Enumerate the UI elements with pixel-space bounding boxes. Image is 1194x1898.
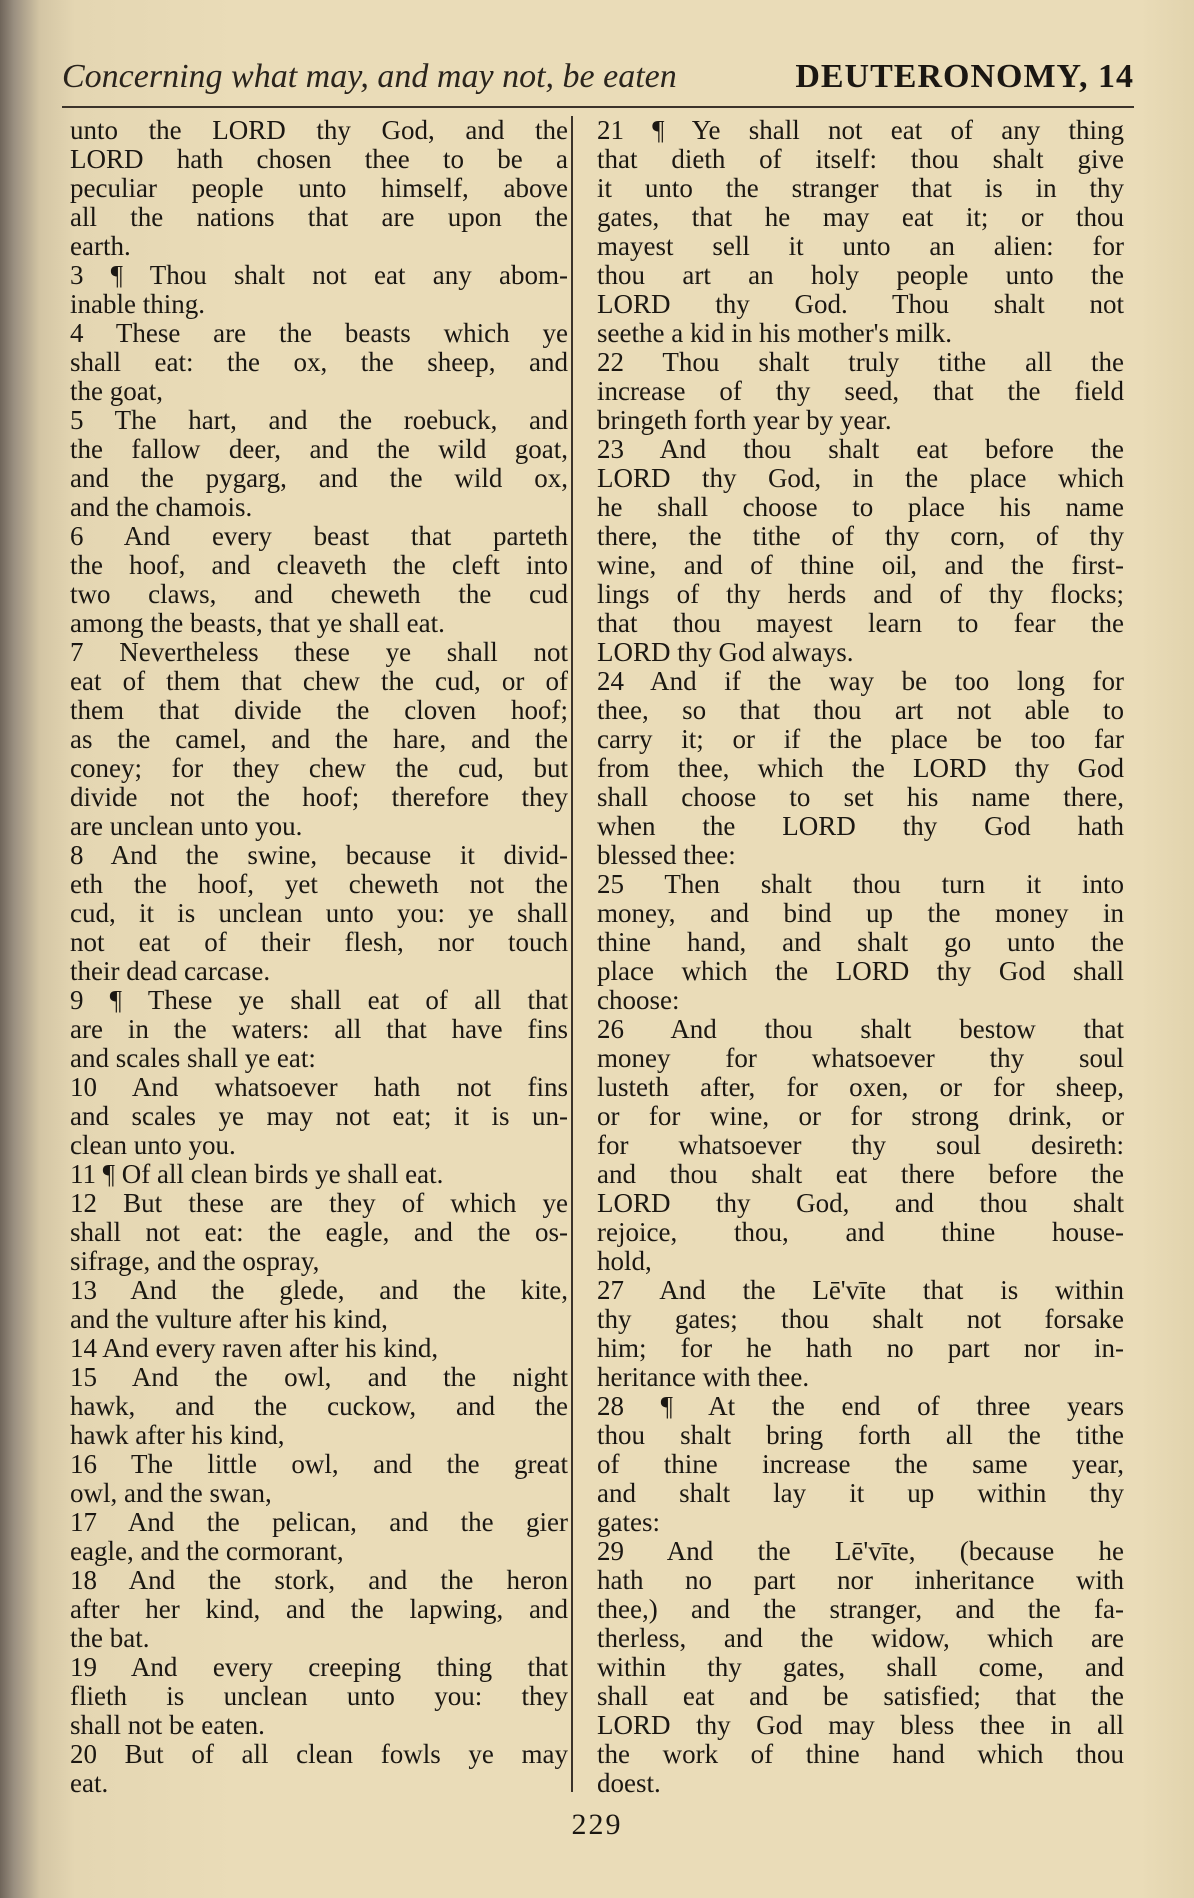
verse-line: within thy gates, shall come, and — [597, 1653, 1124, 1682]
verse-line: that dieth of itself: thou shalt give — [597, 145, 1124, 174]
running-head: Concerning what may, and may not, be eaten — [62, 58, 677, 95]
verse-line: shall choose to set his name there, — [597, 783, 1124, 812]
verse-paragraph — [62, 1450, 568, 1508]
verse-line: 21 ¶ Ye shall not eat of any thing — [597, 116, 1124, 145]
verse-line: therless, and the widow, which are — [597, 1624, 1124, 1653]
verse-line: doest. — [597, 1769, 661, 1798]
verse-paragraph — [62, 116, 568, 261]
verse-line: 15 And the owl, and the night — [70, 1363, 568, 1392]
verse-line: carry it; or if the place be too far — [597, 725, 1124, 754]
verse-paragraph — [62, 1073, 568, 1160]
verse-line: 6 And every beast that parteth — [70, 522, 568, 551]
verse-line: seethe a kid in his mother's milk. — [597, 319, 953, 348]
verse-line: thee, so that thou art not able to — [597, 696, 1124, 725]
verse-paragraph — [589, 1276, 1124, 1392]
verse-paragraph — [62, 319, 568, 406]
verse-line: and the pygarg, and the wild ox, — [70, 464, 568, 493]
left-column — [62, 116, 568, 1798]
verse-line: hawk, and the cuckow, and the — [70, 1392, 568, 1421]
verse-paragraph — [589, 870, 1124, 1015]
column-divider — [571, 116, 573, 1792]
verse-line: 9 ¶ These ye shall eat of all that — [70, 986, 568, 1015]
verse-line: 27 And the Lē'vīte that is within — [597, 1276, 1124, 1305]
verse-line: shall eat and be satisfied; that the — [597, 1682, 1124, 1711]
verse-line: all the nations that are upon the — [70, 203, 568, 232]
verse-line: 20 But of all clean fowls ye may — [70, 1740, 568, 1769]
verse-line: not eat of their flesh, nor touch — [70, 928, 568, 957]
verse-line: thee,) and the stranger, and the fa- — [597, 1595, 1124, 1624]
verse-line: lings of thy herds and of thy flocks; — [597, 580, 1124, 609]
verse-paragraph — [62, 841, 568, 986]
verse-line: he shall choose to place his name — [597, 493, 1124, 522]
verse-line: bringeth forth year by year. — [597, 406, 892, 435]
verse-line: 16 The little owl, and the great — [70, 1450, 568, 1479]
verse-line: gates, that he may eat it; or thou — [597, 203, 1124, 232]
verse-paragraph — [62, 1160, 568, 1189]
verse-line: that thou mayest learn to fear the — [597, 609, 1124, 638]
verse-line: unto the LORD thy God, and the — [70, 116, 568, 145]
verse-paragraph — [62, 1276, 568, 1334]
verse-paragraph — [62, 986, 568, 1073]
verse-line: the bat. — [70, 1624, 150, 1653]
verse-line: 28 ¶ At the end of three years — [597, 1392, 1124, 1421]
verse-line: thou art an holy people unto the — [597, 261, 1124, 290]
verse-line: shall eat: the ox, the sheep, and — [70, 348, 568, 377]
verse-line: peculiar people unto himself, above — [70, 174, 568, 203]
verse-line: the goat, — [70, 377, 163, 406]
verse-line: him; for he hath no part nor in- — [597, 1334, 1124, 1363]
verse-line: 11 ¶ Of all clean birds ye shall eat. — [70, 1160, 444, 1189]
verse-line: 3 ¶ Thou shalt not eat any abom- — [70, 261, 568, 290]
verse-line: increase of thy seed, that the field — [597, 377, 1124, 406]
verse-line: as the camel, and the hare, and the — [70, 725, 568, 754]
verse-paragraph — [589, 1015, 1124, 1276]
verse-line: flieth is unclean unto you: they — [70, 1682, 568, 1711]
verse-line: LORD thy God always. — [597, 638, 854, 667]
verse-line: two claws, and cheweth the cud — [70, 580, 568, 609]
verse-line: 10 And whatsoever hath not fins — [70, 1073, 568, 1102]
verse-line: eth the hoof, yet cheweth not the — [70, 870, 568, 899]
verse-paragraph — [62, 638, 568, 841]
verse-line: 13 And the glede, and the kite, — [70, 1276, 568, 1305]
verse-line: thine hand, and shalt go unto the — [597, 928, 1124, 957]
verse-line: eat of them that chew the cud, or of — [70, 667, 568, 696]
verse-line: inable thing. — [70, 290, 205, 319]
verse-line: money for whatsoever thy soul — [597, 1044, 1124, 1073]
verse-line: and shalt lay it up within thy — [597, 1479, 1124, 1508]
verse-line: there, the tithe of thy corn, of thy — [597, 522, 1124, 551]
verse-line: wine, and of thine oil, and the first- — [597, 551, 1124, 580]
verse-line: the hoof, and cleaveth the cleft into — [70, 551, 568, 580]
verse-line: 18 And the stork, and the heron — [70, 1566, 568, 1595]
verse-line: after her kind, and the lapwing, and — [70, 1595, 568, 1624]
verse-line: lusteth after, for oxen, or for sheep, — [597, 1073, 1124, 1102]
verse-paragraph — [62, 522, 568, 638]
verse-line: are in the waters: all that have fins — [70, 1015, 568, 1044]
verse-line: LORD thy God, in the place which — [597, 464, 1124, 493]
verse-line: it unto the stranger that is in thy — [597, 174, 1124, 203]
verse-line: mayest sell it unto an alien: for — [597, 232, 1124, 261]
verse-paragraph — [62, 1334, 568, 1363]
verse-paragraph — [589, 348, 1124, 435]
verse-line: cud, it is unclean unto you: ye shall — [70, 899, 568, 928]
verse-line: from thee, which the LORD thy God — [597, 754, 1124, 783]
verse-line: are unclean unto you. — [70, 812, 303, 841]
verse-line: money, and bind up the money in — [597, 899, 1124, 928]
verse-line: 4 These are the beasts which ye — [70, 319, 568, 348]
verse-line: 24 And if the way be too long for — [597, 667, 1124, 696]
page-number: 229 — [571, 1808, 623, 1841]
verse-paragraph — [589, 667, 1124, 870]
verse-paragraph — [62, 1508, 568, 1566]
verse-line: sifrage, and the ospray, — [70, 1247, 320, 1276]
page-header — [62, 58, 1134, 104]
verse-line: and thou shalt eat there before the — [597, 1160, 1124, 1189]
verse-line: earth. — [70, 232, 131, 261]
verse-line: them that divide the cloven hoof; — [70, 696, 568, 725]
verse-line: gates: — [597, 1508, 660, 1537]
verse-line: LORD thy God may bless thee in all — [597, 1711, 1124, 1740]
book-chapter-title: DEUTERONOMY, 14 — [795, 58, 1134, 95]
verse-line: hath no part nor inheritance with — [597, 1566, 1124, 1595]
verse-paragraph — [589, 1392, 1124, 1537]
verse-line: shall not be eaten. — [70, 1711, 265, 1740]
verse-paragraph — [62, 1740, 568, 1798]
verse-paragraph — [589, 1537, 1124, 1798]
verse-line: the fallow deer, and the wild goat, — [70, 435, 568, 464]
verse-line: clean unto you. — [70, 1131, 236, 1160]
verse-line: when the LORD thy God hath — [597, 812, 1124, 841]
verse-line: 26 And thou shalt bestow that — [597, 1015, 1124, 1044]
verse-paragraph — [589, 116, 1124, 348]
verse-line: and the vulture after his kind, — [70, 1305, 388, 1334]
verse-line: thy gates; thou shalt not forsake — [597, 1305, 1124, 1334]
verse-line: owl, and the swan, — [70, 1479, 272, 1508]
verse-paragraph — [62, 1566, 568, 1653]
verse-paragraph — [62, 406, 568, 522]
verse-line: hawk after his kind, — [70, 1421, 285, 1450]
verse-line: the work of thine hand which thou — [597, 1740, 1124, 1769]
verse-line: eat. — [70, 1769, 109, 1798]
verse-line: and scales shall ye eat: — [70, 1044, 316, 1073]
verse-line: shall not eat: the eagle, and the os- — [70, 1218, 568, 1247]
verse-line: LORD thy God. Thou shalt not — [597, 290, 1124, 319]
verse-line: 17 And the pelican, and the gier — [70, 1508, 568, 1537]
verse-line: place which the LORD thy God shall — [597, 957, 1124, 986]
verse-line: and scales ye may not eat; it is un- — [70, 1102, 568, 1131]
verse-line: their dead carcase. — [70, 957, 271, 986]
verse-line: heritance with thee. — [597, 1363, 810, 1392]
verse-paragraph — [589, 435, 1124, 667]
verse-line: LORD thy God, and thou shalt — [597, 1189, 1124, 1218]
verse-paragraph — [62, 1189, 568, 1276]
verse-line: 7 Nevertheless these ye shall not — [70, 638, 568, 667]
right-column — [589, 116, 1124, 1798]
verse-line: 12 But these are they of which ye — [70, 1189, 568, 1218]
verse-line: of thine increase the same year, — [597, 1450, 1124, 1479]
verse-line: 29 And the Lē'vīte, (because he — [597, 1537, 1124, 1566]
verse-line: divide not the hoof; therefore they — [70, 783, 568, 812]
verse-line: or for wine, or for strong drink, or — [597, 1102, 1124, 1131]
header-rule — [62, 106, 1134, 108]
verse-line: 25 Then shalt thou turn it into — [597, 870, 1124, 899]
verse-line: 22 Thou shalt truly tithe all the — [597, 348, 1124, 377]
verse-line: rejoice, thou, and thine house- — [597, 1218, 1124, 1247]
verse-line: eagle, and the cormorant, — [70, 1537, 344, 1566]
verse-line: blessed thee: — [597, 841, 736, 870]
verse-line: coney; for they chew the cud, but — [70, 754, 568, 783]
verse-line: choose: — [597, 986, 680, 1015]
verse-paragraph — [62, 1363, 568, 1450]
verse-line: LORD hath chosen thee to be a — [70, 145, 568, 174]
verse-paragraph — [62, 1653, 568, 1740]
verse-line: 5 The hart, and the roebuck, and — [70, 406, 568, 435]
verse-line: and the chamois. — [70, 493, 253, 522]
verse-line: 14 And every raven after his kind, — [70, 1334, 439, 1363]
verse-line: hold, — [597, 1247, 652, 1276]
verse-paragraph — [62, 261, 568, 319]
verse-line: 19 And every creeping thing that — [70, 1653, 568, 1682]
verse-line: thou shalt bring forth all the tithe — [597, 1421, 1124, 1450]
verse-line: among the beasts, that ye shall eat. — [70, 609, 445, 638]
verse-line: for whatsoever thy soul desireth: — [597, 1131, 1124, 1160]
verse-line: 8 And the swine, because it divid- — [70, 841, 568, 870]
verse-line: 23 And thou shalt eat before the — [597, 435, 1124, 464]
